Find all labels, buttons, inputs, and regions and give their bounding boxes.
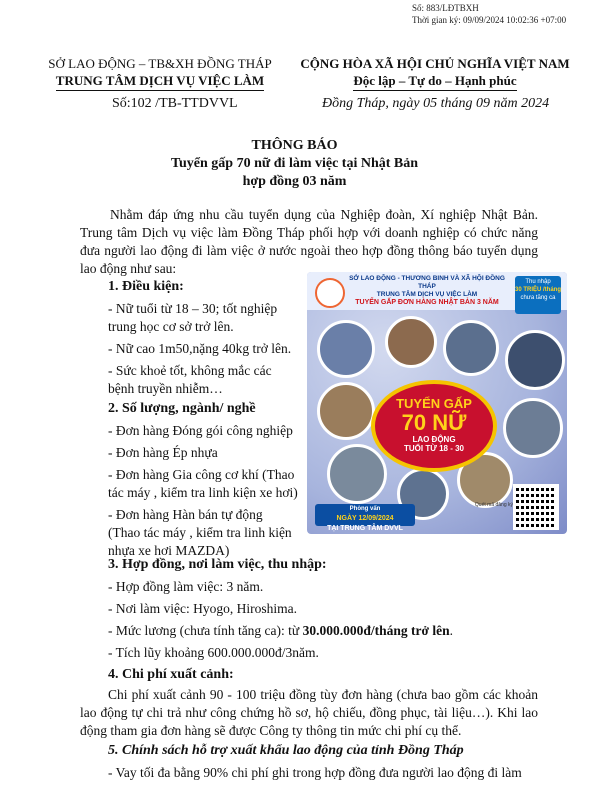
poster-org: SỞ LAO ĐỘNG - THƯƠNG BINH VÀ XÃ HỘI ĐỒNG THÁP TRUNG TÂM DỊCH VỤ VIỆC LÀM TUYỂN GẤP ĐƠN HÀNG NHẬT BẢN 3 NĂM [349, 275, 505, 306]
worker-photo [503, 398, 563, 458]
list-item: - Đơn hàng Gia công cơ khí (Thao tác máy , kiểm tra linh kiện xe hơi) [108, 467, 298, 500]
notice-subtitle-1: Tuyển gấp 70 nữ đi làm việc tại Nhật Bản [170, 156, 419, 171]
national-motto: Độc lập – Tự do – Hạnh phúc [353, 73, 516, 91]
stamp-time: Thời gian ký: 09/09/2024 10:02:36 +07:00 [412, 15, 567, 25]
worker-photo [327, 444, 387, 504]
list-item: - Đơn hàng Ép nhựa [108, 445, 218, 460]
worker-photo [317, 320, 375, 378]
poster-headline-burst: TUYỂN GẤP 70 NỮ LAO ĐỘNG TUỔI TỪ 18 - 30 [375, 384, 493, 468]
section-2 [108, 400, 298, 560]
section-2-heading: 2. Số lượng, ngành/ nghề [108, 401, 256, 416]
list-item: - Nơi làm việc: Hyogo, Hiroshima. [108, 601, 297, 616]
list-item: - Đơn hàng Đóng gói công nghiệp [108, 423, 293, 438]
worker-photo [443, 320, 499, 376]
worker-photo [505, 330, 565, 390]
list-item: - Vay tối đa bằng 90% chi phí ghi trong hợp đồng đưa người lao động đi làm [108, 765, 522, 780]
section-4-heading: 4. Chi phí xuất cảnh: [108, 667, 234, 682]
notice-title: THÔNG BÁO [251, 138, 338, 153]
list-item: - Sức khoẻ tốt, không mắc các bệnh truyền nhiễm… [108, 363, 272, 396]
list-item: - Đơn hàng Hàn bán tự động (Thao tác máy , kiểm tra linh kiện nhựa xe hơi MAZDA) [108, 507, 292, 558]
section-3-heading: 3. Hợp đồng, nơi làm việc, thu nhập: [108, 557, 327, 572]
signature-stamp [412, 2, 566, 26]
worker-photo [385, 316, 437, 368]
section-3 [108, 556, 538, 662]
poster-logo [315, 278, 345, 308]
document-number: Số:102 /TB-TTDVVL [112, 96, 238, 111]
list-item: - Nữ tuổi từ 18 – 30; tốt nghiệp trung học cơ sở trở lên. [108, 301, 278, 334]
intro-paragraph: Nhằm đáp ứng nhu cầu tuyển dụng của Nghiệp đoàn, Xí nghiệp Nhật Bản. Trung tâm Dịch vụ việc làm Đồng Tháp phối hợp với doanh nghiệp có chức năng đưa người lao động đi làm việc ở nước ngoài theo hợp đồng thông báo tuyển dụng lao động như sau: [80, 207, 538, 276]
section-5 [108, 742, 538, 782]
poster-income-badge: Thu nhập 30 TRIỆU /tháng chưa tăng ca [515, 276, 561, 314]
document-date: Đồng Tháp, ngày 05 tháng 09 năm 2024 [322, 96, 550, 111]
poster-interview-banner: Phỏng vấn NGÀY 12/09/2024 TẠI TRUNG TÂM DVVL [315, 504, 415, 526]
list-item: - Tích lũy khoảng 600.000.000đ/3năm. [108, 645, 319, 660]
national-title: CỘNG HÒA XÃ HỘI CHỦ NGHĨA VIỆT NAM [300, 56, 570, 71]
section-1-heading: 1. Điều kiện: [108, 279, 184, 294]
stamp-number: Số: 883/LĐTBXH [412, 3, 479, 13]
section-4-body: Chi phí xuất cảnh 90 - 100 triệu đồng tùy đơn hàng (chưa bao gồm các khoản lao động tự chi trả như công chứng hồ sơ, hộ chiếu, đồng phục, tài liệu…). Khi lao động tham gia đơn hàng sẽ được Công ty thông tin mức chi phí cụ thể. [80, 687, 538, 738]
qr-code-icon [513, 484, 559, 530]
agency-header [40, 56, 280, 91]
section-4-heading-wrap [108, 666, 538, 684]
section-5-heading: 5. Chính sách hỗ trợ xuất khẩu lao động của tỉnh Đồng Tháp [108, 743, 464, 758]
list-item: - Nữ cao 1m50,nặng 40kg trở lên. [108, 341, 292, 356]
section-1 [108, 278, 298, 398]
list-item: - Hợp đồng làm việc: 3 năm. [108, 579, 264, 594]
agency-line1: SỞ LAO ĐỘNG – TB&XH ĐỒNG THÁP [48, 56, 272, 71]
qr-caption: Quét mã đăng ký [474, 502, 513, 508]
worker-photo [317, 382, 375, 440]
notice-subtitle-2: hợp đồng 03 năm [242, 174, 347, 189]
salary-item: - Mức lương (chưa tính tăng ca): từ 30.000.000đ/tháng trở lên. [108, 623, 453, 638]
salary-amount: 30.000.000đ/tháng trở lên [302, 623, 450, 638]
agency-line2: TRUNG TÂM DỊCH VỤ VIỆC LÀM [56, 73, 264, 91]
recruitment-poster [307, 272, 567, 534]
national-header [300, 56, 570, 91]
